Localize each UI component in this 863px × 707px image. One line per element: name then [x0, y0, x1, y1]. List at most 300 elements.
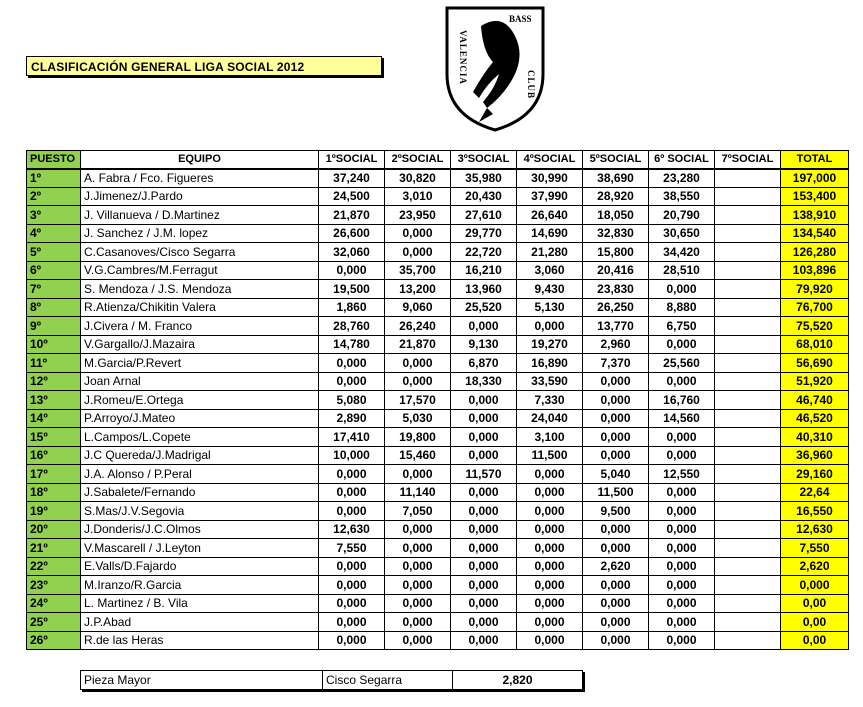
cell-equipo: V.Gargallo/J.Mazaira — [81, 335, 319, 354]
cell-social-5: 0,000 — [583, 594, 649, 613]
table-row — [27, 613, 849, 632]
cell-social-7 — [715, 446, 781, 465]
table-row — [27, 594, 849, 613]
cell-social-6: 28,510 — [649, 261, 715, 280]
table-row — [27, 372, 849, 391]
cell-social-6: 0,000 — [649, 576, 715, 595]
table-row — [27, 557, 849, 576]
cell-social-2: 0,000 — [385, 465, 451, 484]
cell-social-1: 1,860 — [319, 298, 385, 317]
cell-social-1: 0,000 — [319, 261, 385, 280]
cell-social-3: 0,000 — [451, 557, 517, 576]
cell-social-5: 28,920 — [583, 187, 649, 206]
cell-social-4: 0,000 — [517, 539, 583, 558]
cell-equipo: M.Iranzo/R.Garcia — [81, 576, 319, 595]
cell-equipo: J.Sabalete/Fernando — [81, 483, 319, 502]
cell-social-1: 24,500 — [319, 187, 385, 206]
cell-total: 76,700 — [781, 298, 849, 317]
cell-total: 103,896 — [781, 261, 849, 280]
cell-social-3: 16,210 — [451, 261, 517, 280]
table-row — [27, 169, 849, 188]
cell-social-3: 27,610 — [451, 206, 517, 225]
cell-total: 46,520 — [781, 409, 849, 428]
cell-social-2: 3,010 — [385, 187, 451, 206]
cell-social-3: 0,000 — [451, 483, 517, 502]
cell-social-2: 21,870 — [385, 335, 451, 354]
cell-social-2: 0,000 — [385, 224, 451, 243]
header-row — [27, 151, 849, 169]
cell-social-1: 5,080 — [319, 391, 385, 410]
cell-social-5: 15,800 — [583, 243, 649, 262]
table-row — [27, 280, 849, 299]
cell-equipo: Joan Arnal — [81, 372, 319, 391]
cell-social-4: 0,000 — [517, 631, 583, 650]
cell-total: 51,920 — [781, 372, 849, 391]
pieza-mayor-name: Cisco Segarra — [323, 671, 453, 690]
cell-social-3: 0,000 — [451, 428, 517, 447]
cell-social-7 — [715, 483, 781, 502]
cell-puesto: 7º — [27, 280, 81, 299]
cell-social-6: 14,560 — [649, 409, 715, 428]
cell-social-4: 24,040 — [517, 409, 583, 428]
cell-social-1: 0,000 — [319, 502, 385, 521]
cell-social-3: 29,770 — [451, 224, 517, 243]
cell-social-2: 0,000 — [385, 372, 451, 391]
cell-social-4: 19,270 — [517, 335, 583, 354]
cell-equipo: J.Civera / M. Franco — [81, 317, 319, 336]
logo-top-text: BASS — [509, 14, 532, 24]
cell-social-2: 11,140 — [385, 483, 451, 502]
cell-equipo: L.Campos/L.Copete — [81, 428, 319, 447]
cell-social-7 — [715, 520, 781, 539]
cell-social-2: 0,000 — [385, 243, 451, 262]
cell-total: 0,00 — [781, 631, 849, 650]
cell-equipo: S.Mas/J.V.Segovia — [81, 502, 319, 521]
cell-social-2: 15,460 — [385, 446, 451, 465]
cell-equipo: J.Donderis/J.C.Olmos — [81, 520, 319, 539]
cell-social-6: 0,000 — [649, 539, 715, 558]
cell-social-1: 0,000 — [319, 631, 385, 650]
cell-social-4: 16,890 — [517, 354, 583, 373]
cell-social-4: 3,100 — [517, 428, 583, 447]
cell-social-1: 0,000 — [319, 465, 385, 484]
cell-social-6: 0,000 — [649, 613, 715, 632]
cell-social-2: 0,000 — [385, 539, 451, 558]
cell-social-1: 19,500 — [319, 280, 385, 299]
header-social-4: 4ºSOCIAL — [517, 151, 583, 169]
cell-social-4: 33,590 — [517, 372, 583, 391]
header-social-7: 7ºSOCIAL — [715, 151, 781, 169]
cell-social-5: 2,620 — [583, 557, 649, 576]
cell-social-2: 35,700 — [385, 261, 451, 280]
cell-equipo: R.de las Heras — [81, 631, 319, 650]
cell-social-6: 23,280 — [649, 169, 715, 188]
cell-social-4: 7,330 — [517, 391, 583, 410]
cell-social-6: 0,000 — [649, 631, 715, 650]
table-row — [27, 391, 849, 410]
table-row — [27, 576, 849, 595]
cell-social-2: 5,030 — [385, 409, 451, 428]
standings-table — [26, 150, 849, 650]
cell-social-5: 18,050 — [583, 206, 649, 225]
cell-social-3: 35,980 — [451, 169, 517, 188]
cell-social-3: 0,000 — [451, 409, 517, 428]
cell-social-3: 0,000 — [451, 502, 517, 521]
cell-social-7 — [715, 335, 781, 354]
cell-social-6: 0,000 — [649, 594, 715, 613]
cell-social-1: 12,630 — [319, 520, 385, 539]
cell-social-6: 0,000 — [649, 335, 715, 354]
cell-social-6: 30,650 — [649, 224, 715, 243]
cell-social-7 — [715, 169, 781, 188]
cell-social-6: 6,750 — [649, 317, 715, 336]
cell-total: 75,520 — [781, 317, 849, 336]
cell-social-7 — [715, 391, 781, 410]
cell-equipo: E.Valls/D.Fajardo — [81, 557, 319, 576]
cell-total: 126,280 — [781, 243, 849, 262]
cell-total: 22,64 — [781, 483, 849, 502]
cell-social-7 — [715, 613, 781, 632]
cell-puesto: 14º — [27, 409, 81, 428]
cell-social-5: 32,830 — [583, 224, 649, 243]
cell-puesto: 24º — [27, 594, 81, 613]
table-row — [27, 520, 849, 539]
cell-puesto: 13º — [27, 391, 81, 410]
cell-social-1: 0,000 — [319, 594, 385, 613]
cell-social-3: 0,000 — [451, 317, 517, 336]
logo-right-text: CLUB — [526, 70, 536, 100]
cell-social-3: 0,000 — [451, 631, 517, 650]
cell-puesto: 10º — [27, 335, 81, 354]
cell-social-4: 0,000 — [517, 594, 583, 613]
cell-puesto: 21º — [27, 539, 81, 558]
cell-social-5: 0,000 — [583, 576, 649, 595]
pieza-mayor-label: Pieza Mayor — [81, 671, 323, 690]
cell-social-3: 11,570 — [451, 465, 517, 484]
cell-social-3: 0,000 — [451, 594, 517, 613]
table-row — [27, 298, 849, 317]
pieza-mayor-value: 2,820 — [453, 671, 583, 690]
cell-social-4: 14,690 — [517, 224, 583, 243]
header-social-2: 2ºSOCIAL — [385, 151, 451, 169]
cell-social-7 — [715, 354, 781, 373]
bass-club-logo — [443, 4, 547, 134]
cell-social-1: 32,060 — [319, 243, 385, 262]
cell-social-5: 2,960 — [583, 335, 649, 354]
cell-social-1: 26,600 — [319, 224, 385, 243]
cell-social-6: 12,550 — [649, 465, 715, 484]
cell-total: 29,160 — [781, 465, 849, 484]
cell-social-5: 7,370 — [583, 354, 649, 373]
cell-social-7 — [715, 502, 781, 521]
cell-social-6: 38,550 — [649, 187, 715, 206]
cell-social-7 — [715, 261, 781, 280]
cell-social-5: 0,000 — [583, 409, 649, 428]
cell-social-4: 0,000 — [517, 502, 583, 521]
cell-puesto: 12º — [27, 372, 81, 391]
cell-social-3: 0,000 — [451, 576, 517, 595]
cell-social-5: 0,000 — [583, 520, 649, 539]
cell-social-3: 13,960 — [451, 280, 517, 299]
cell-social-1: 0,000 — [319, 372, 385, 391]
cell-social-1: 28,760 — [319, 317, 385, 336]
cell-social-3: 0,000 — [451, 446, 517, 465]
cell-social-5: 0,000 — [583, 539, 649, 558]
cell-social-4: 3,060 — [517, 261, 583, 280]
cell-social-3: 18,330 — [451, 372, 517, 391]
cell-puesto: 9º — [27, 317, 81, 336]
cell-total: 7,550 — [781, 539, 849, 558]
cell-social-7 — [715, 557, 781, 576]
table-row — [27, 206, 849, 225]
cell-social-1: 14,780 — [319, 335, 385, 354]
header-total: TOTAL — [781, 151, 849, 169]
cell-social-7 — [715, 317, 781, 336]
cell-social-6: 34,420 — [649, 243, 715, 262]
cell-social-3: 9,130 — [451, 335, 517, 354]
table-row — [27, 465, 849, 484]
header-equipo: EQUIPO — [81, 151, 319, 169]
cell-social-5: 9,500 — [583, 502, 649, 521]
cell-social-7 — [715, 224, 781, 243]
cell-puesto: 11º — [27, 354, 81, 373]
cell-puesto: 18º — [27, 483, 81, 502]
cell-social-5: 20,416 — [583, 261, 649, 280]
cell-social-4: 0,000 — [517, 520, 583, 539]
cell-puesto: 19º — [27, 502, 81, 521]
cell-social-2: 0,000 — [385, 354, 451, 373]
cell-puesto: 1º — [27, 169, 81, 188]
cell-total: 138,910 — [781, 206, 849, 225]
table-row — [27, 187, 849, 206]
cell-social-2: 19,800 — [385, 428, 451, 447]
cell-social-2: 7,050 — [385, 502, 451, 521]
cell-social-6: 25,560 — [649, 354, 715, 373]
cell-equipo: C.Casanoves/Cisco Segarra — [81, 243, 319, 262]
table-row — [27, 243, 849, 262]
cell-equipo: J.Jimenez/J.Pardo — [81, 187, 319, 206]
cell-total: 0,00 — [781, 613, 849, 632]
cell-total: 16,550 — [781, 502, 849, 521]
cell-social-7 — [715, 372, 781, 391]
cell-equipo: R.Atienza/Chikitin Valera — [81, 298, 319, 317]
header-social-5: 5ºSOCIAL — [583, 151, 649, 169]
cell-social-3: 20,430 — [451, 187, 517, 206]
cell-equipo: J. Sanchez / J.M. lopez — [81, 224, 319, 243]
cell-social-7 — [715, 594, 781, 613]
cell-equipo: J.A. Alonso / P.Peral — [81, 465, 319, 484]
cell-social-7 — [715, 428, 781, 447]
cell-total: 197,000 — [781, 169, 849, 188]
cell-puesto: 17º — [27, 465, 81, 484]
table-row — [27, 502, 849, 521]
cell-puesto: 23º — [27, 576, 81, 595]
cell-social-3: 0,000 — [451, 613, 517, 632]
cell-social-6: 0,000 — [649, 520, 715, 539]
cell-social-5: 0,000 — [583, 613, 649, 632]
cell-social-5: 0,000 — [583, 372, 649, 391]
table-row — [27, 335, 849, 354]
cell-social-4: 0,000 — [517, 465, 583, 484]
cell-social-7 — [715, 576, 781, 595]
cell-social-2: 9,060 — [385, 298, 451, 317]
cell-equipo: V.G.Cambres/M.Ferragut — [81, 261, 319, 280]
cell-social-3: 25,520 — [451, 298, 517, 317]
header-puesto: PUESTO — [27, 151, 81, 169]
cell-puesto: 20º — [27, 520, 81, 539]
table-row — [27, 317, 849, 336]
cell-social-3: 0,000 — [451, 520, 517, 539]
cell-social-4: 11,500 — [517, 446, 583, 465]
cell-puesto: 6º — [27, 261, 81, 280]
cell-social-4: 21,280 — [517, 243, 583, 262]
cell-social-2: 0,000 — [385, 576, 451, 595]
cell-social-2: 23,950 — [385, 206, 451, 225]
cell-equipo: S. Mendoza / J.S. Mendoza — [81, 280, 319, 299]
cell-puesto: 25º — [27, 613, 81, 632]
logo-left-text: VALENCIA — [458, 30, 468, 85]
cell-social-7 — [715, 187, 781, 206]
cell-social-6: 0,000 — [649, 372, 715, 391]
cell-social-7 — [715, 298, 781, 317]
cell-social-1: 0,000 — [319, 483, 385, 502]
cell-social-5: 11,500 — [583, 483, 649, 502]
cell-social-1: 21,870 — [319, 206, 385, 225]
cell-total: 56,690 — [781, 354, 849, 373]
cell-puesto: 15º — [27, 428, 81, 447]
cell-social-7 — [715, 280, 781, 299]
header-social-3: 3ºSOCIAL — [451, 151, 517, 169]
cell-total: 46,740 — [781, 391, 849, 410]
cell-social-6: 0,000 — [649, 428, 715, 447]
cell-social-7 — [715, 539, 781, 558]
cell-social-4: 0,000 — [517, 557, 583, 576]
cell-equipo: A. Fabra / Fco. Figueres — [81, 169, 319, 188]
cell-social-5: 5,040 — [583, 465, 649, 484]
cell-equipo: J.P.Abad — [81, 613, 319, 632]
cell-total: 68,010 — [781, 335, 849, 354]
cell-social-5: 38,690 — [583, 169, 649, 188]
cell-social-6: 16,760 — [649, 391, 715, 410]
cell-total: 153,400 — [781, 187, 849, 206]
cell-social-6: 0,000 — [649, 502, 715, 521]
cell-social-7 — [715, 206, 781, 225]
cell-social-4: 0,000 — [517, 613, 583, 632]
cell-social-4: 0,000 — [517, 317, 583, 336]
cell-equipo: M.Garcia/P.Revert — [81, 354, 319, 373]
cell-social-2: 26,240 — [385, 317, 451, 336]
cell-equipo: J.C Quereda/J.Madrigal — [81, 446, 319, 465]
cell-social-5: 0,000 — [583, 428, 649, 447]
cell-social-4: 9,430 — [517, 280, 583, 299]
cell-total: 0,00 — [781, 594, 849, 613]
cell-total: 40,310 — [781, 428, 849, 447]
cell-social-4: 30,990 — [517, 169, 583, 188]
cell-social-6: 20,790 — [649, 206, 715, 225]
cell-social-3: 0,000 — [451, 539, 517, 558]
cell-social-7 — [715, 631, 781, 650]
cell-social-1: 2,890 — [319, 409, 385, 428]
cell-social-4: 26,640 — [517, 206, 583, 225]
cell-social-2: 30,820 — [385, 169, 451, 188]
cell-total: 79,920 — [781, 280, 849, 299]
cell-social-7 — [715, 465, 781, 484]
cell-social-5: 0,000 — [583, 631, 649, 650]
cell-social-5: 13,770 — [583, 317, 649, 336]
cell-social-4: 37,990 — [517, 187, 583, 206]
cell-social-4: 0,000 — [517, 576, 583, 595]
cell-social-5: 0,000 — [583, 446, 649, 465]
cell-social-1: 37,240 — [319, 169, 385, 188]
cell-equipo: L. Martinez / B. Vila — [81, 594, 319, 613]
page-title: CLASIFICACIÓN GENERAL LIGA SOCIAL 2012 — [26, 56, 382, 76]
cell-social-2: 0,000 — [385, 594, 451, 613]
cell-social-5: 23,830 — [583, 280, 649, 299]
cell-social-1: 0,000 — [319, 557, 385, 576]
cell-social-6: 0,000 — [649, 483, 715, 502]
table-row — [27, 631, 849, 650]
cell-social-3: 22,720 — [451, 243, 517, 262]
cell-puesto: 22º — [27, 557, 81, 576]
cell-social-7 — [715, 243, 781, 262]
cell-social-2: 17,570 — [385, 391, 451, 410]
cell-equipo: P.Arroyo/J.Mateo — [81, 409, 319, 428]
cell-social-2: 13,200 — [385, 280, 451, 299]
cell-social-4: 5,130 — [517, 298, 583, 317]
cell-total: 36,960 — [781, 446, 849, 465]
pieza-mayor-row — [81, 671, 583, 690]
cell-puesto: 8º — [27, 298, 81, 317]
cell-social-6: 0,000 — [649, 557, 715, 576]
header-social-6: 6º SOCIAL — [649, 151, 715, 169]
cell-social-1: 0,000 — [319, 613, 385, 632]
cell-social-5: 26,250 — [583, 298, 649, 317]
cell-total: 12,630 — [781, 520, 849, 539]
cell-total: 0,000 — [781, 576, 849, 595]
cell-social-2: 0,000 — [385, 631, 451, 650]
table-row — [27, 409, 849, 428]
cell-social-1: 7,550 — [319, 539, 385, 558]
cell-social-2: 0,000 — [385, 557, 451, 576]
cell-social-1: 0,000 — [319, 576, 385, 595]
table-row — [27, 354, 849, 373]
cell-social-6: 8,880 — [649, 298, 715, 317]
pieza-mayor-table — [80, 670, 583, 690]
table-row — [27, 261, 849, 280]
cell-social-2: 0,000 — [385, 520, 451, 539]
cell-puesto: 4º — [27, 224, 81, 243]
table-row — [27, 446, 849, 465]
cell-social-1: 0,000 — [319, 354, 385, 373]
cell-puesto: 3º — [27, 206, 81, 225]
cell-social-2: 0,000 — [385, 613, 451, 632]
cell-puesto: 16º — [27, 446, 81, 465]
cell-social-5: 0,000 — [583, 391, 649, 410]
cell-social-6: 0,000 — [649, 280, 715, 299]
table-row — [27, 428, 849, 447]
cell-social-3: 6,870 — [451, 354, 517, 373]
cell-puesto: 2º — [27, 187, 81, 206]
cell-equipo: J. Villanueva / D.Martinez — [81, 206, 319, 225]
cell-social-3: 0,000 — [451, 391, 517, 410]
cell-puesto: 5º — [27, 243, 81, 262]
cell-social-6: 0,000 — [649, 446, 715, 465]
table-row — [27, 224, 849, 243]
cell-social-4: 0,000 — [517, 483, 583, 502]
cell-social-1: 10,000 — [319, 446, 385, 465]
cell-social-7 — [715, 409, 781, 428]
cell-total: 134,540 — [781, 224, 849, 243]
